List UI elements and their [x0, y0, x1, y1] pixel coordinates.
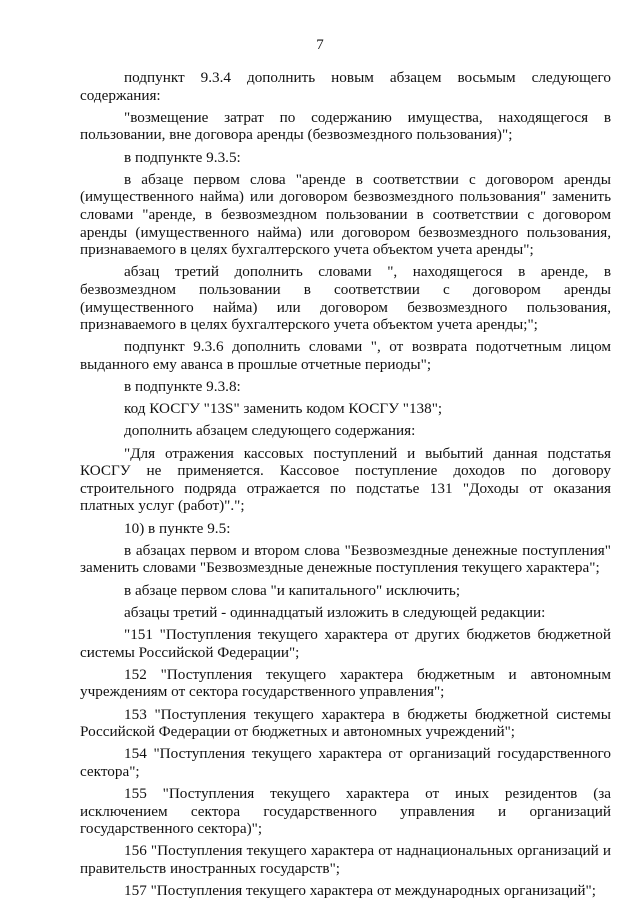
paragraph: дополнить абзацем следующего содержания: [124, 422, 416, 440]
paragraph: 157 "Поступления текущего характера от международных организаций"; [124, 882, 596, 900]
paragraph: абзацы третий - одиннадцатый изложить в следующей редакции: [124, 603, 546, 621]
paragraph: подпункт 9.3.4 дополнить новым абзацем восьмым следующего содержания: [80, 69, 611, 104]
paragraph: в подпункте 9.3.5: [124, 148, 241, 166]
paragraph: "возмещение затрат по содержанию имущества, находящегося в пользовании, вне договора аренды (безвозмездного пользования)"; [80, 108, 611, 144]
paragraph: в подпункте 9.3.8: [124, 378, 241, 396]
paragraph: 152 "Поступления текущего характера бюджетным и автономным учреждениям от сектора государственного управления"; [80, 665, 611, 701]
paragraph: 156 "Поступления текущего характера от наднациональных организаций и правительств иностранных государств"; [80, 842, 611, 878]
page-number: 7 [316, 37, 324, 53]
paragraph: абзац третий дополнить словами ", находящегося в аренде, в безвозмездном пользовании в соответствии с договором аренды (имущественного найма) или договором безвозмездного пользования, признаваемого в целях бухгалтерского учета объектом учета аренды;"; [80, 263, 611, 334]
paragraph: код КОСГУ "13S" заменить кодом КОСГУ "138"; [124, 400, 443, 418]
paragraph: в абзаце первом слова "аренде в соответствии с договором аренды (имущественного найма) или договором безвозмездного пользования" заменить словами "аренде, в безвозмездном пользовании в соответствии с договором аренды (имущественного найма) или договором безвозмездного пользования, признаваемого в целях бухгалтерского учета объектом учета аренды"; [80, 170, 611, 259]
paragraph: в абзаце первом слова "и капитального" исключить; [124, 581, 461, 599]
paragraph: 153 "Поступления текущего характера в бюджеты бюджетной системы Российской Федерации от бюджетных и автономных учреждений"; [80, 705, 611, 741]
paragraph: подпункт 9.3.6 дополнить словами ", от возврата подотчетным лицом выданного ему аванса в прошлые отчетные периоды"; [80, 338, 611, 373]
paragraph: 10) в пункте 9.5: [124, 519, 231, 537]
document-body [80, 69, 611, 904]
paragraph: 155 "Поступления текущего характера от иных резидентов (за исключением сектора государственного управления и организаций государственного сектора)"; [80, 785, 611, 838]
paragraph: 154 "Поступления текущего характера от организаций государственного сектора"; [80, 745, 611, 780]
paragraph: в абзацах первом и втором слова "Безвозмездные денежные поступления" заменить словами "Безвозмездные денежные поступления текущего характера"; [80, 541, 611, 577]
paragraph: "151 "Поступления текущего характера от других бюджетов бюджетной системы Российской Федерации"; [80, 625, 611, 661]
paragraph: "Для отражения кассовых поступлений и выбытий данная подстатья КОСГУ не применяется. Кассовое поступление доходов по договору строительного подряда отражается по подстатье 131 "Доходы от оказания платных услуг (работ)"."; [80, 444, 611, 515]
